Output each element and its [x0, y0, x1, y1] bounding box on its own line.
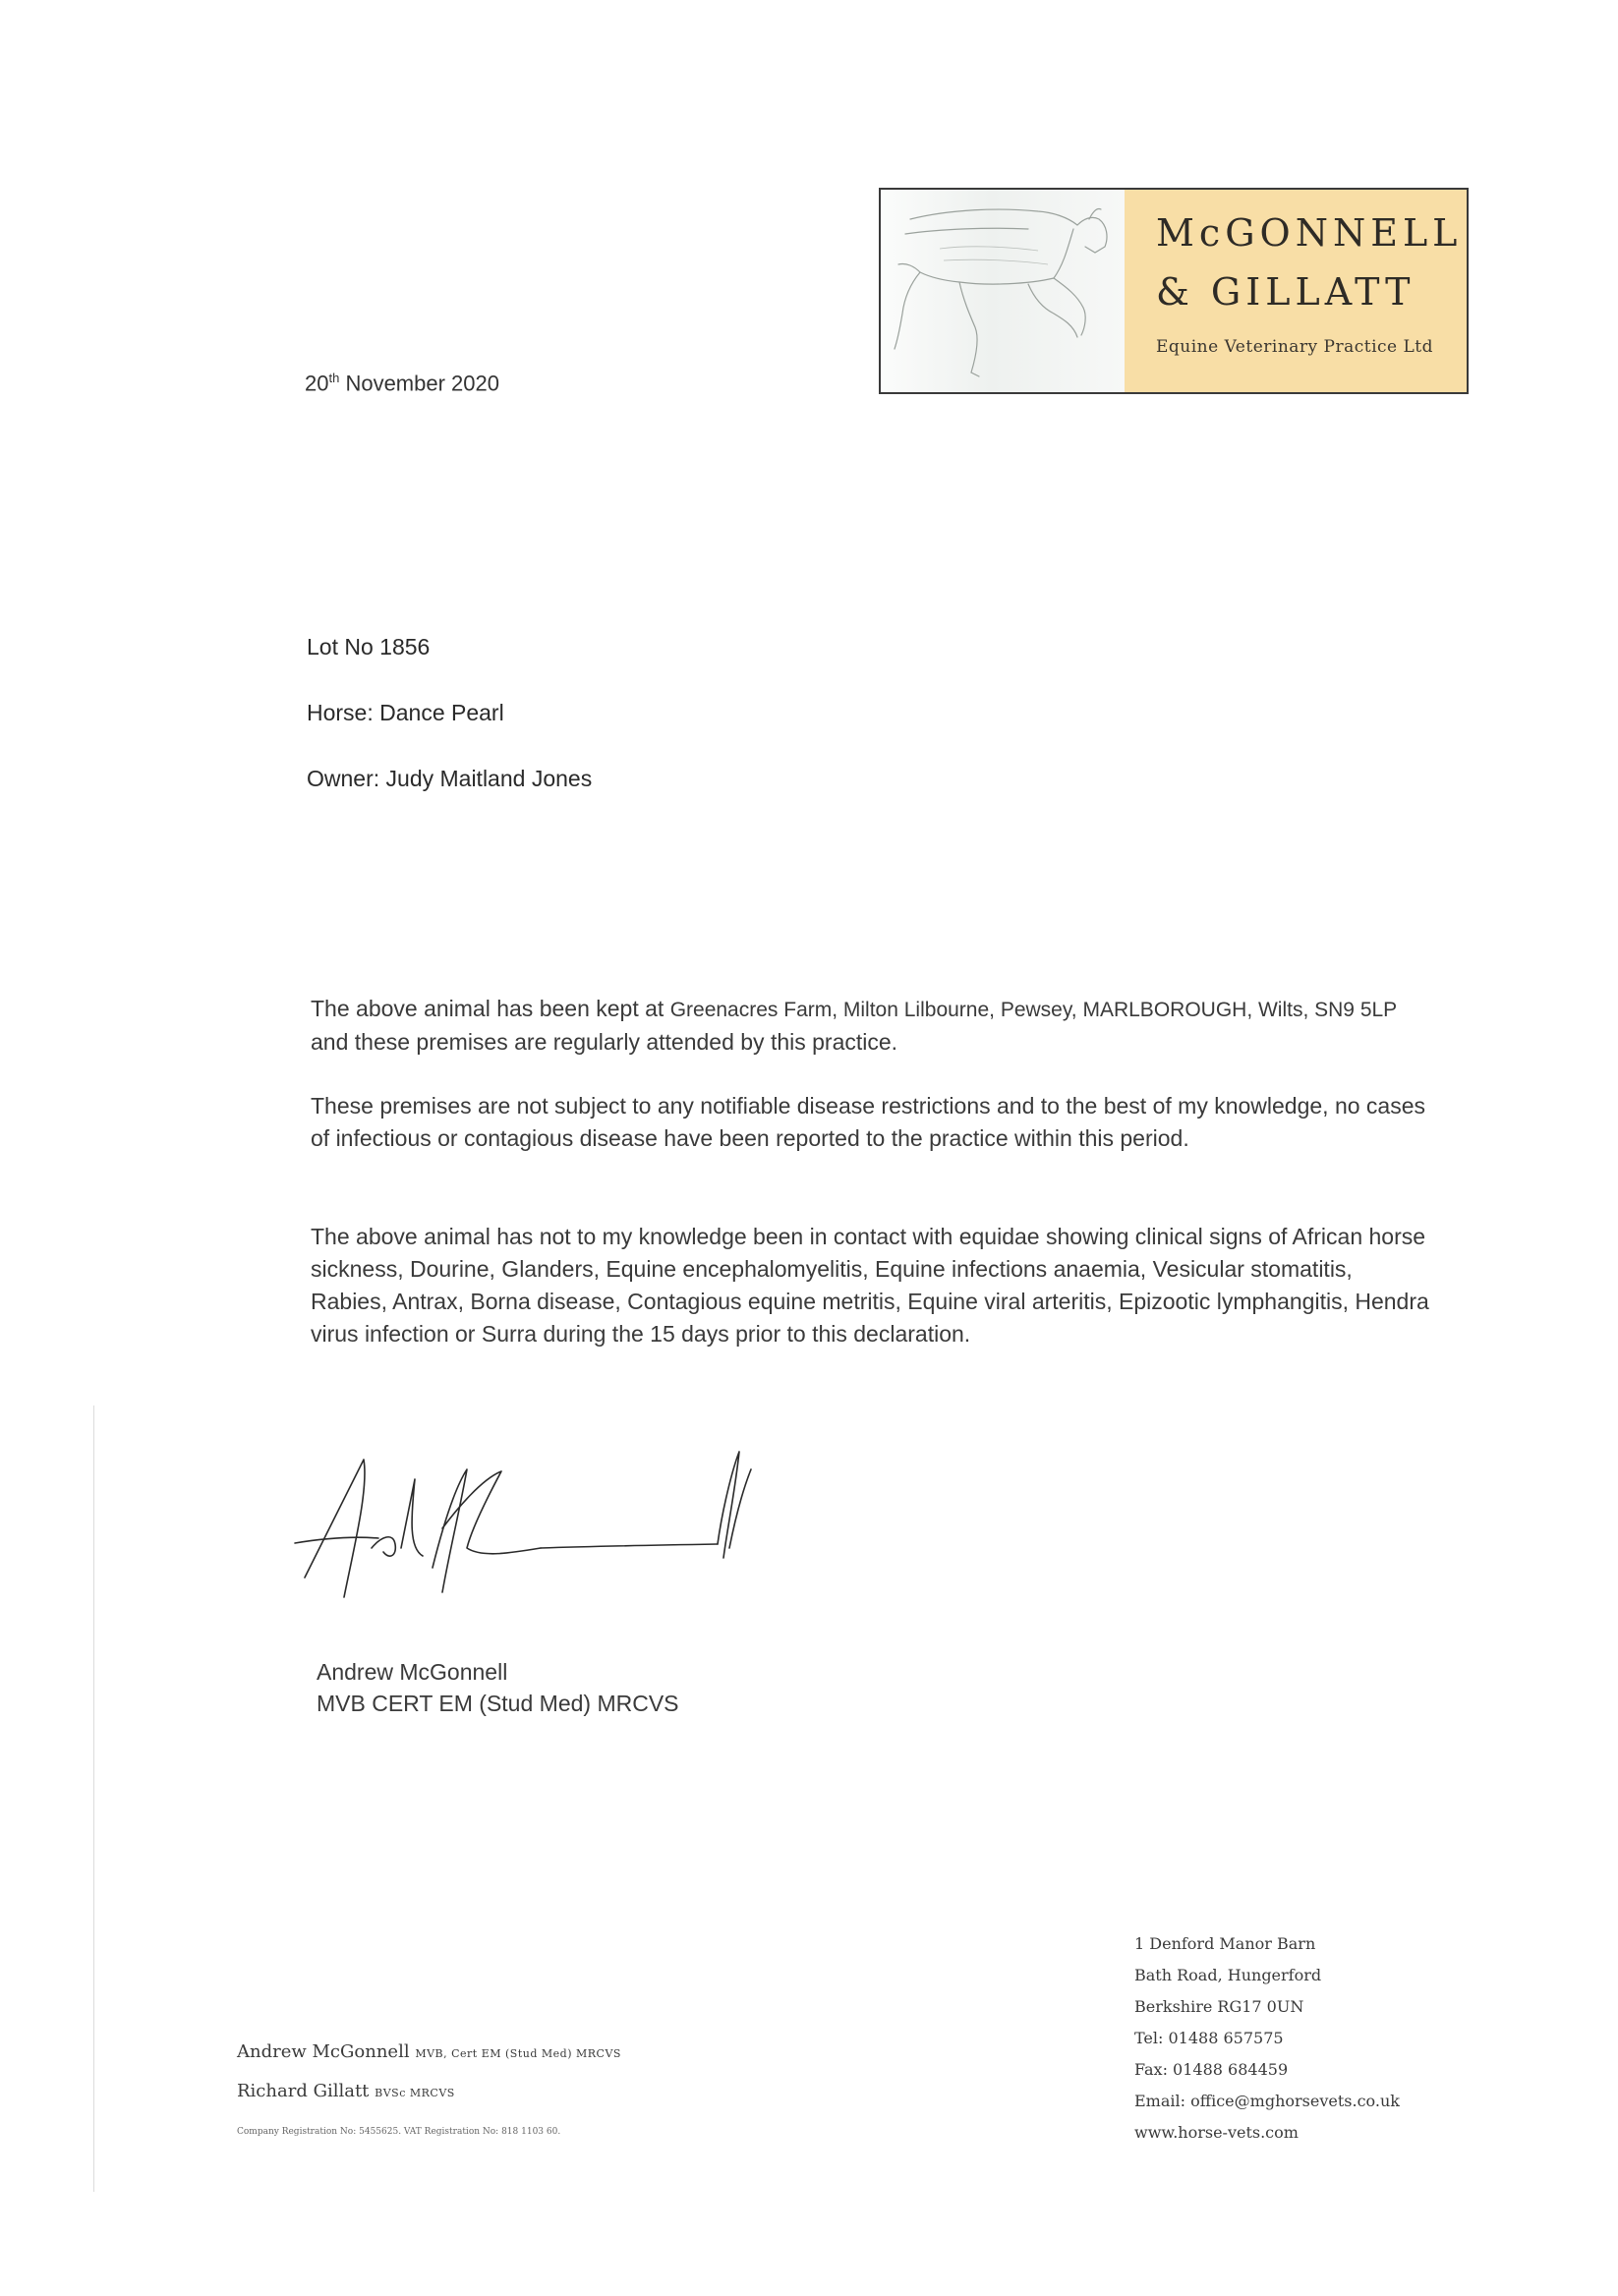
- date-suffix: th: [328, 371, 340, 385]
- p1-text-a: The above animal has been kept at: [311, 996, 670, 1021]
- signatory-name: Andrew McGonnell: [317, 1659, 508, 1685]
- date-rest: November 2020: [345, 371, 499, 396]
- horse-sketch-icon: [881, 190, 1125, 392]
- logo-subtitle: Equine Veterinary Practice Ltd: [1156, 337, 1434, 357]
- lot-number: Lot No 1856: [307, 634, 431, 660]
- footer-address-block: [1134, 1928, 1400, 2149]
- owner-name: Owner: Judy Maitland Jones: [307, 766, 593, 791]
- letter-date: [305, 371, 499, 396]
- letterhead-logo: [879, 188, 1469, 394]
- scan-edge-line: [93, 1406, 94, 2192]
- fax-line: Fax: 01488 684459: [1134, 2060, 1289, 2079]
- signature-icon: [285, 1450, 836, 1627]
- horse-illustration: [881, 190, 1125, 392]
- body-paragraph-premises: [311, 993, 1431, 1059]
- footer-director-2: [237, 2081, 455, 2101]
- handwritten-signature: [285, 1450, 836, 1627]
- director2-quals: BVSc MRCVS: [375, 2087, 455, 2099]
- date-day: 20: [305, 371, 329, 396]
- director2-name: Richard Gillatt: [237, 2081, 370, 2101]
- body-paragraph-restrictions: These premises are not subject to any notifiable disease restrictions and to the best of my knowledge, no cases of infectious or contagious disease have been reported to the practice within this period.: [311, 1093, 1426, 1151]
- signatory-qualifications: MVB CERT EM (Stud Med) MRCVS: [317, 1691, 679, 1716]
- email-line: Email: office@mghorsevets.co.uk: [1134, 2092, 1400, 2110]
- director1-quals: MVB, Cert EM (Stud Med) MRCVS: [415, 2047, 621, 2060]
- logo-text-panel: [1125, 190, 1467, 392]
- body-paragraph-contact: The above animal has not to my knowledge been in contact with equidae showing clinical signs of African horse sickness, Dourine, Glanders, Equine encephalomyelitis, Equine infections anaemia, Vesicular stomatitis, Rabies, Antrax, Borna disease, Contagious equine metritis, Equine viral arteritis, Epizootic lymphangitis, Hendra virus infection or Surra during the 15 days prior to this declaration.: [311, 1224, 1429, 1347]
- address-line: 1 Denford Manor Barn: [1134, 1934, 1316, 1953]
- address-line: Berkshire RG17 0UN: [1134, 1997, 1304, 2016]
- director1-name: Andrew McGonnell: [237, 2041, 410, 2062]
- company-registration: Company Registration No: 5455625. VAT Registration No: 818 1103 60.: [237, 2127, 561, 2137]
- horse-name: Horse: Dance Pearl: [307, 700, 504, 725]
- website-line: www.horse-vets.com: [1134, 2123, 1299, 2142]
- premises-address: Greenacres Farm, Milton Lilbourne, Pewsey, MARLBOROUGH, Wilts, SN9 5LP: [669, 999, 1398, 1021]
- address-line: Bath Road, Hungerford: [1134, 1966, 1322, 1984]
- logo-name-line2: & GILLATT: [1156, 270, 1416, 314]
- logo-name-line1: McGONNELL: [1156, 211, 1463, 255]
- footer-director-1: [237, 2041, 621, 2062]
- phone-line: Tel: 01488 657575: [1134, 2029, 1284, 2047]
- p1-text-b: and these premises are regularly attended by this practice.: [311, 1029, 898, 1055]
